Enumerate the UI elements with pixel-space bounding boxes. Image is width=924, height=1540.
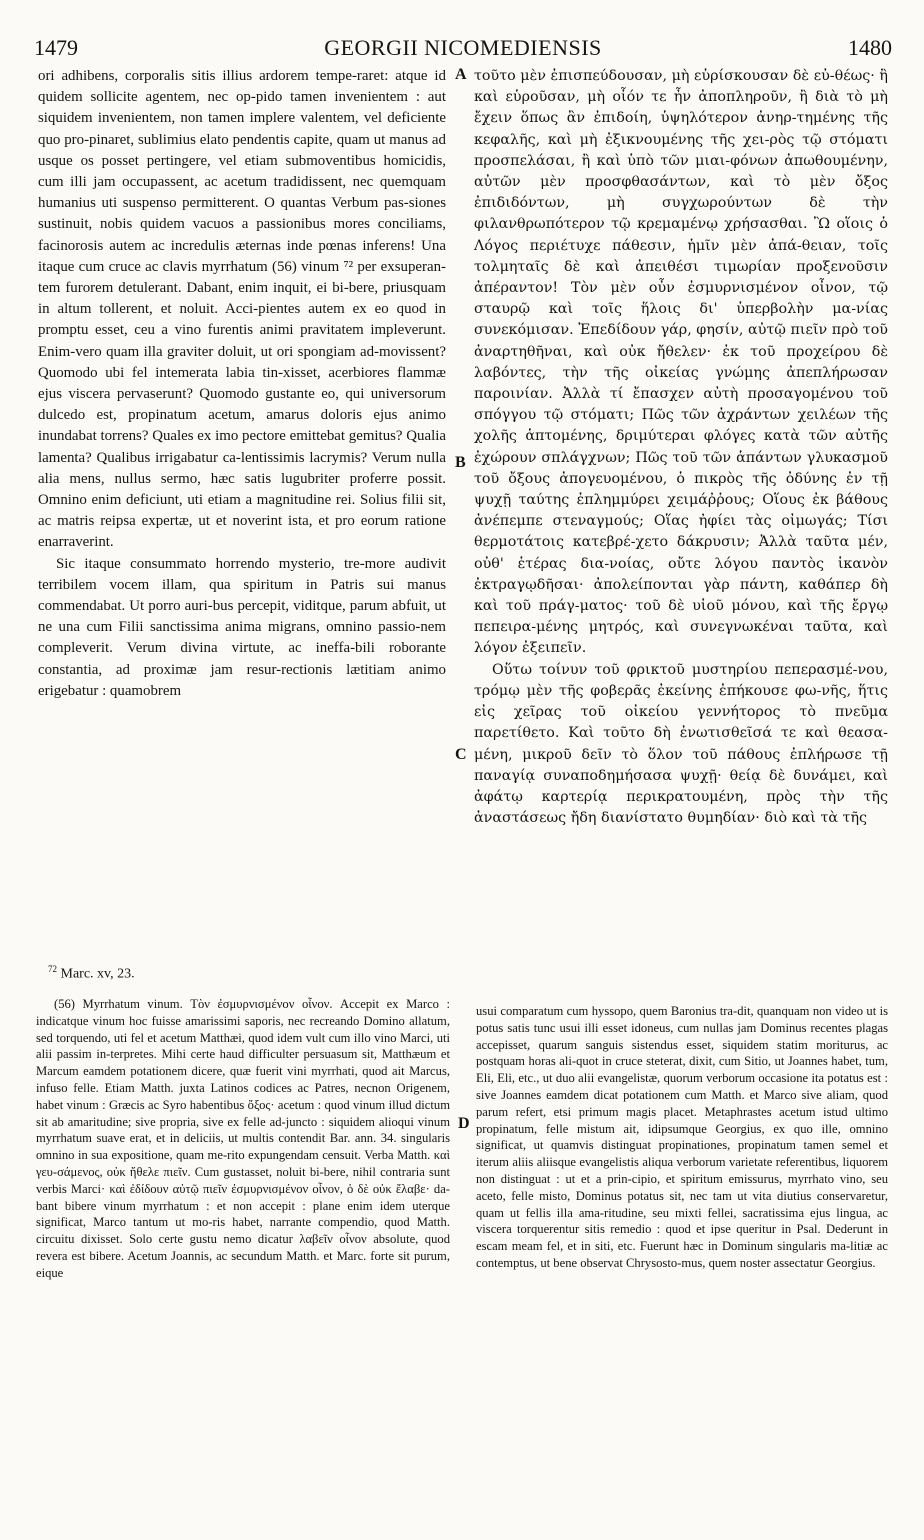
greek-main-column (474, 66, 888, 829)
page-header (34, 34, 892, 62)
greek-paragraph: Οὕτω τοίνυν τοῦ φρικτοῦ μυστηρίου πεπερασμέ-νου, τρόμῳ μὲν τῆς φοβερᾶς ἐκείνης ἐπήκουσε φω-νῆς, ἥτις εἰς χεῖρας τοῦ οἰκείου γεννήτορος τὸ πνεῦμα παρετίθετο. Καὶ τοῦτο δὴ ἐνωτισθεῖσά τε καὶ θεασα-μένη, μικροῦ δεῖν τὸ ὅλον τοῦ πάθους ἐπλήρωσε τῇ παναγίᾳ συναποδημήσασα ψυχῇ· θείᾳ δὲ δυνάμει, καὶ ἀφάτῳ καρτερίᾳ περικρατουμένη, πρὸς τὴν τῆς ἀναστάσεως ἤδη διανίστατο θυμηδίαν· διὸ καὶ τὰ τῆς (474, 661, 888, 827)
footnote-text: Marc. xv, 23. (60, 966, 135, 982)
commentary-paragraph: (56) Myrrhatum vinum. Τὸν ἐσμυρνισμένον οἶνον. Accepit ex Marco : indicatque vinum hoc fuisse amarissimi saporis, nec recreando Domino allatum, sed torquendo, uti fel et acetum Matthæi, quod idem vult cum illo vino Marci, uti alii passim in-terpretes. Mihi certe haud difficulter persuasum sit, Matthæum et Marcum eamdem potationem dicere, quæ fuerit vini myrrhati, quod ait Marcus, infuso felle. Etiam Matth. juxta Latinos codices ac Patres, necnon Origenem, habet vinum : Græcis ac Syro habentibus ὄξος· acetum : quod vinum illud dictum sit ab amaritudine; sive propria, sive ex felle ad-juncto : siquidem alioqui vinum myrrhatum suave erat, et in deliciis, ut multis contendit Bar. ann. 34. singularis omnino in sua expositione, quam me-rito expungendam censuit. Verba Matth. καὶ γευ-σάμενος, οὐκ ἤθελε πιεῖν. Cum gustasset, noluit bi-bere, nihil contraria sunt verbis Marci· καὶ ἐδίδουν αὐτῷ πιεῖν ἐσμυρνισμένον οἶνον, ὁ δὲ οὐκ ἔλαβε· da-bant bibere vinum myrrhatum : et non accepit : plane enim idem uterque significat, Marco tantum ut mo-ris habet, narrante compendio, quod Matth. circuitu dixisset. Solo certe gustu nemo dicatur λαβεῖν οἶνον absolute, quod revera est bibere. Acetum Joannis, ac secundum Matth. et Marc. forte sit purum, eique (36, 997, 450, 1280)
commentary-right-column (476, 1003, 888, 1272)
latin-main-column (38, 66, 446, 702)
page-number-right: 1480 (848, 35, 892, 60)
margin-marker-b: B (455, 454, 466, 471)
greek-paragraph: τοῦτο μὲν ἐπισπεύδουσαν, μὴ εὑρίσκουσαν δὲ εὐ-θέως· ἢ καὶ εὑροῦσαν, μὴ οἷόν τε ἦν ἀποπληροῦν, ἢ διὰ τὸ μὴ ἔχειν ὅπως ἂν ἐπιδοίη, ὑψηλότερον ἀνηρ-τημένης τῆς κεφαλῆς, καὶ μὴ ἐξικνουμένης τῆς χει-ρὸς τῷ στόματι προσπελάσαι, ἢ καὶ ὑπὸ τῶν μιαι-φόνων ἀπωθουμένην, αὐτῶν μὲν προσφθασάντων, καὶ τὸ μὲν ὄξος ἐπιδιδόντων, μὴ συγχωρούντων δὲ τὴν φιλανθρωπότερον τῷ κρεμαμένῳ χρήσασθαι. Ὢ οἵοις ὁ Λόγος περιέτυχε πάθεσιν, ἡμῖν μὲν ἀπά-θειαν, τοῖς τολμηταῖς δὲ καὶ ἀπειθέσι τιμωρίαν προξενοῦσιν ἀπέραντον! Τὸν μὲν οὖν ἐσμυρνισμένον οἶνον, τῷ σταυρῷ καὶ τοῖς ἥλοις δι' ὑπερβολὴν μα-νίας συνεκόμισαν. Ἐπεδίδουν γάρ, φησίν, αὐτῷ πιεῖν πρὸ τοῦ ἀναρτηθῆναι, καὶ οὐκ ἤθελεν· ἐκ τοῦ προχείρου δὲ λαβόντες, τὴν τῆς οἰκείας γνώμης ἀπεπλήρωσαν παροινίαν. Ἀλλὰ τί ἔπασχεν αὐτὴ προσαγομένου τοῦ σπόγγου τῷ στόματι; Πῶς τῶν ἀχράντων χειλέων τῆς χολῆς ἁπτομένης, δριμύτεραι φλόγες κατὰ τῶν αὐτῆς ἐχώρουν σπλάγχνων; Πῶς τοῦ τῶν ἁπάντων γλυκασμοῦ τοῦ ὄξους ἀπογευομένου, ὁ πικρὸς τῆς ὀδύνης ἐν τῇ ψυχῇ ταύτης ἐπλημμύρει χειμάῤῥους; Οἵους ἐκ βάθους ἀνέπεμπε στεναγμούς; Οἵας ἠφίει τὰς οἰμωγάς; Τίσι θερμοτάτοις κατεβρέ-χετο δάκρυσιν; Ἀλλὰ ταῦτα μέν, οὐθ' ἑτέρας δια-νοίας, οὔτε λόγου παντὸς ἱκανὸν ἐκτραγῳδῆσαι· ἀπολείπονται γὰρ πάντη, καθάπερ δὴ καὶ τοῦ πράγ-ματος· τοῦ δὲ υἱοῦ μόνου, καὶ τῆς ἔργῳ πεπειρα-μένης μητρός, καὶ συνεγνωκέναι ταῦτα, καὶ λόγον ἐξειπεῖν. (474, 68, 888, 657)
latin-paragraph: Sic itaque consummato horrendo mysterio, tre-more audivit terribilem vocem illam, qua spiritum in Patris sui manus commendabat. Ut porro auri-bus percepit, viditque, parum abfuit, ut ne una cum Filii sanctissima anima migrans, omnino passio-nem compleverit. Verum divina virtute, ac ineffa-bili roborante constantia, ad proximæ jam resur-rectionis lætitiam animo erigebatur : quamobrem (38, 555, 446, 699)
page-number-left: 1479 (34, 35, 78, 60)
commentary-left-column (36, 996, 450, 1282)
margin-marker-d: D (458, 1115, 470, 1132)
running-title: GEORGII NICOMEDIENSIS (324, 35, 602, 60)
footnote-reference (48, 964, 448, 983)
latin-paragraph: ori adhibens, corporalis sitis illius ardorem tempe-raret: atque id quidem sollicite agentem, nec op-pido tamen invenientem : aut siquidem invenientem, non tamen implere valentem, vel deficiente quo pro-pinaret, sublimius elato pendentis capite, quam ut manus ad usque os posset pertingere, vel etiam submoventibus homicidis, cum illi jam occupassent, ac acetum tradidissent, nec quemquam humanius uti suspenso permitterent. O quantas Verbum pas-siones sustinuit, nobis quidem vacuos a passionibus mores conciliams, facinorosis autem ac incredulis æternas inde pœnas inferens! Una itaque cum cruce ac clavis myrrhatum (56) vinum ⁷² per exsuperan-tem furorem detulerant. Dabant, enim inquit, ei bi-bere, priusquam in altum tollerent, et noluit. Acci-pientes autem ex eo quod in promptu esset, ceu a vino furentis animi pravitatem impleverunt. Enim-vero quam illa graviter doluit, ut ori spongiam ad-movissent? Quomodo ubi fel intemerata labia tin-xisset, acerbiores flammæ ejus viscera pervaserunt? Quomodo gustante eo, qui universorum dulcedo est, propinatum acetum, amarus doloris ejus animo inundabat torrens? Quales ex imo pectore emittebat gemitus? Qualia lamenta? Qualibus irrigabatur ca-lentissimis lacrymis? Verum nulla alia mens, nullus sermo, hæc satis lugubriter proferre possit. Omnino enim deficiunt, uti etiam a magnitudine rei. Solius filii sit, ac matris reipsa expertæ, ut et noverint ista, et pro eorum ratione enarraverint. (38, 68, 446, 551)
commentary-paragraph: usui comparatum cum hyssopo, quem Baronius tra-dit, quanquam non video ut is potus satis tunc usui illi esset idoneus, cum nullas jam Dominus recentes plagas accepisset, quarum sanguis sistendus esset, siquidem statim moriturus, ac postquam horas ali-quot in cruce steterat, dixit, cum Sitio, ut Joannes habet, tum, Eli, Eli, etc., ut duo alii evangelistæ, quorum verborum occasione ita potatus est : sive Joannes eamdem dicat potationem cum Matth. et Marco sive aliam, quod parum refert, etsi primum magis placet. Metaphrastes acetum istud ultimo propinatum, felle mistum ait, idipsumque Georgius, ex quo ille, omnino significat, ut quamvis distinguat propinationes, propinatum tamen semel et iterum aliis aliisque evangelistis aliqua verborum varietate referentibus, liquorem non distinguat : ut et a prin-cipio, et spiritum emissurus, myrrhato vino, seu aceto, felle misto, Dominus potatus sit, nec tam ut vita diutius conservaretur, quam ut fellis illa ama-ritudine, seu mixti fellei, sacratissima ejus lingua, ac viscera torquerentur sitis remedio : quod et ipse queritur in Psal. Dederunt in escam meam fel, et in siti, etc. Fuerunt hæc in Dominum singularis ma-litiæ ac contemptus, ut bene observat Chrysosto-mus, quem noster assectatur Georgius. (476, 1004, 888, 1270)
margin-marker-c: C (455, 746, 467, 763)
footnote-number: 72 (48, 964, 57, 974)
margin-marker-a: A (455, 66, 467, 83)
